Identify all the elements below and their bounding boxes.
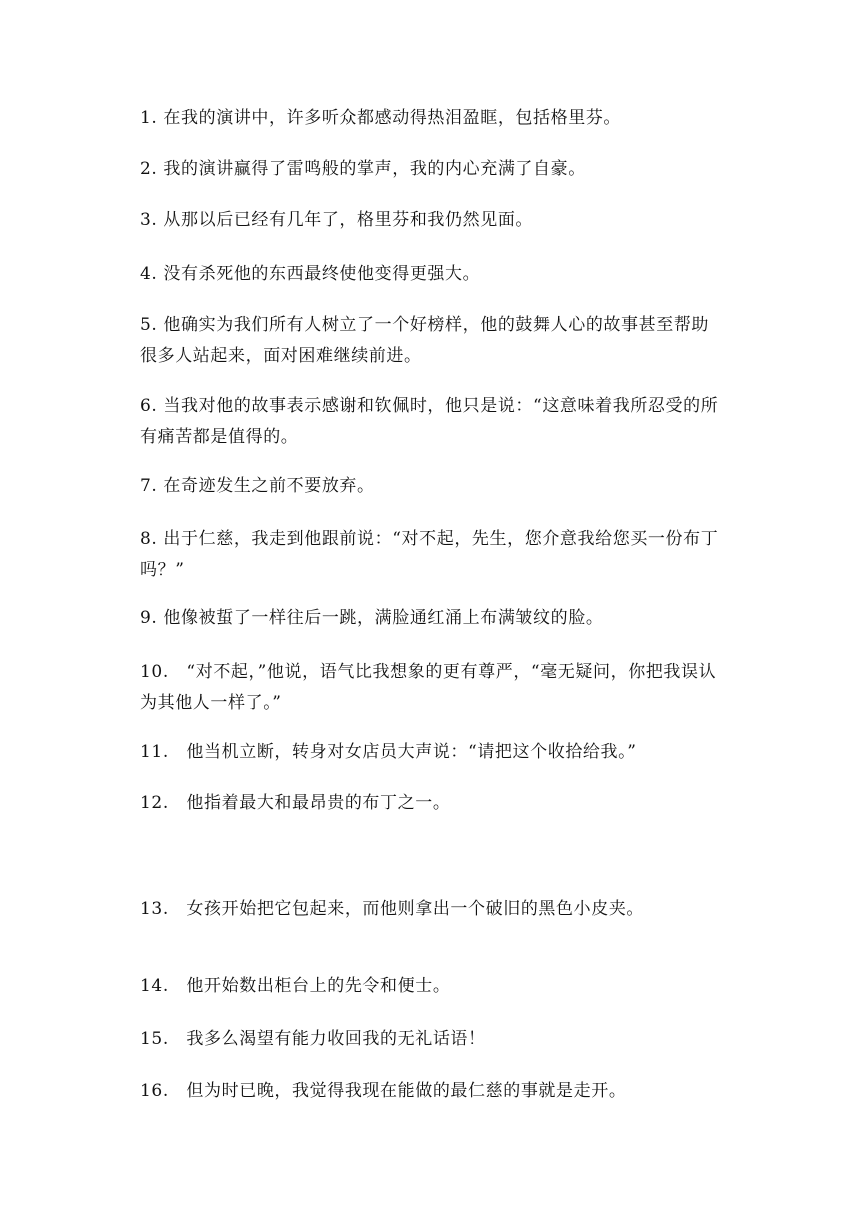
sentence-5: 5. 他确实为我们所有人树立了一个好榜样，他的鼓舞人心的故事甚至帮助很多人站起来，面对困难继续前进。 [140,315,710,366]
sentence-7: 7. 在奇迹发生之前不要放弃。 [140,476,375,496]
sentence-15: 15. 我多么渴望有能力收回我的无礼话语！ [140,1029,486,1049]
sentence-4: 4. 没有杀死他的东西最终使他变得更强大。 [140,264,481,284]
sentence-2: 2. 我的演讲赢得了雷鸣般的掌声，我的内心充满了自豪。 [140,159,586,179]
sentence-1: 1. 在我的演讲中，许多听众都感动得热泪盈眶，包括格里芬。 [140,108,622,128]
sentence-6: 6. 当我对他的故事表示感谢和钦佩时，他只是说：“这意味着我所忍受的所有痛苦都是值得的。 [140,396,719,447]
sentence-3: 3. 从那以后已经有几年了，格里芬和我仍然见面。 [140,210,534,230]
sentence-11: 11. 他当机立断，转身对女店员大声说：“请把这个收拾给我。” [140,742,637,762]
sentence-12: 12. 他指着最大和最昂贵的布丁之一。 [140,793,451,813]
sentence-9: 9. 他像被蜇了一样往后一跳，满脸通红涌上布满皱纹的脸。 [140,608,604,628]
sentence-16: 16. 但为时已晚，我觉得我现在能做的最仁慈的事就是走开。 [140,1081,627,1101]
sentence-13: 13. 女孩开始把它包起来，而他则拿出一个破旧的黑色小皮夹。 [140,899,645,919]
sentence-8: 8. 出于仁慈，我走到他跟前说：“对不起，先生，您介意我给您买一份布丁吗？” [140,529,719,580]
sentence-14: 14. 他开始数出柜台上的先令和便士。 [140,976,451,996]
sentence-10: 10. “对不起，”他说，语气比我想象的更有尊严，“毫无疑问，你把我误认为其他人一样了。” [140,662,717,713]
